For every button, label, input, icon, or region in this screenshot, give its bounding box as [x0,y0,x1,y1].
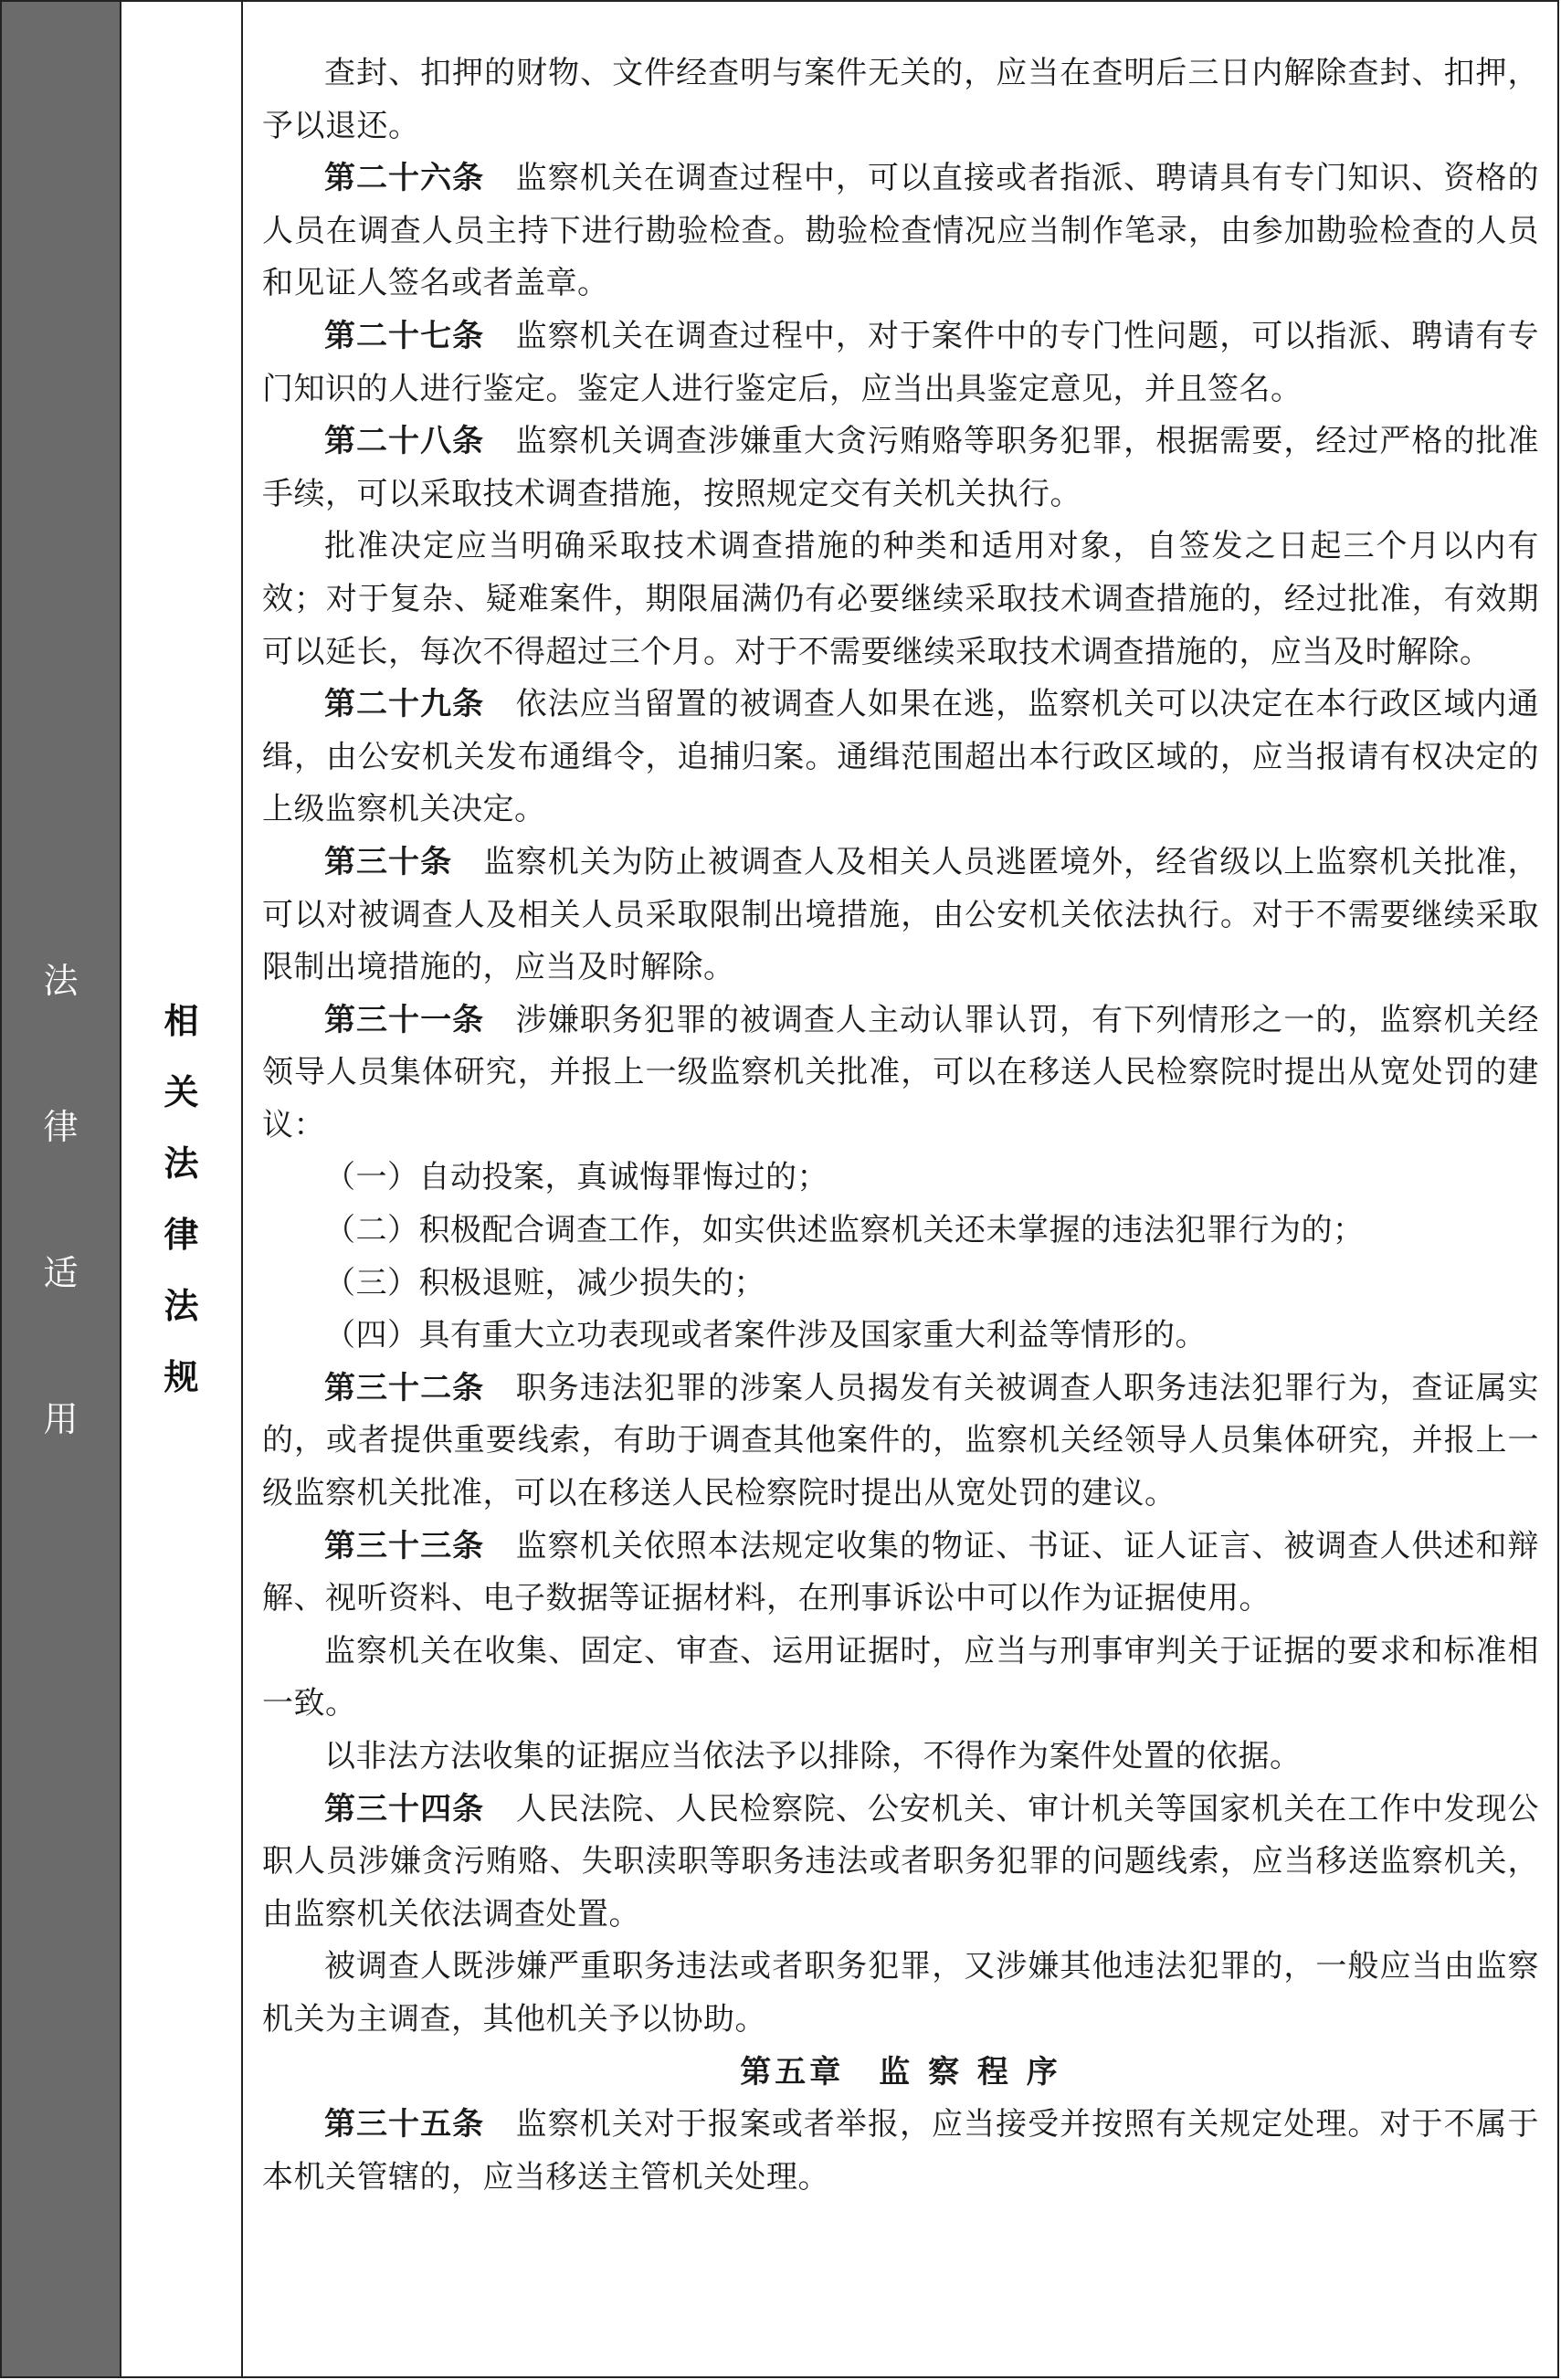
paragraph-text: 依法应当留置的被调查人如果在逃，监察机关可以决定在本行政区域内通缉，由公安机关发布通缉令，追捕归案。通缉范围超出本行政区域的，应当报请有权决定的上级监察机关决定。 [262,686,1540,828]
paragraph-text: （二）积极配合调查工作，如实供述监察机关还未掌握的违法犯罪行为的； [324,1212,1365,1249]
subcategory-column [121,2,243,2376]
article-list [262,47,1539,2047]
paragraph [262,679,1539,837]
paragraph [262,1731,1539,1784]
paragraph-text: （一）自动投案，真诚悔罪悔过的； [324,1159,828,1196]
article-number: 第三十四条 [324,1790,485,1827]
paragraph [262,1205,1539,1258]
paragraph-text: （四）具有重大立功表现或者案件涉及国家重大利益等情形的。 [324,1317,1207,1354]
article-number: 第三十条 [324,843,453,880]
subcategory-char: 关 [163,1072,199,1112]
article-number: 第二十七条 [324,317,485,354]
category-char: 用 [43,1399,79,1439]
paragraph [262,1258,1539,1311]
category-char: 适 [43,1253,79,1293]
paragraph-text: 监察机关为防止被调查人及相关人员逃匿境外，经省级以上监察机关批准，可以对被调查人及相关人员采取限制出境措施，由公安机关依法执行。对于不需要继续采取限制出境措施的，应当及时解除。 [262,843,1539,986]
paragraph [262,311,1539,416]
subcategory-char: 法 [163,1143,199,1184]
paragraph-text: 被调查人既涉嫌严重职务违法或者职务犯罪，又涉嫌其他违法犯罪的，一般应当由监察机关为主调查，其他机关予以协助。 [262,1948,1539,2038]
paragraph [262,1310,1539,1363]
paragraph-text: 监察机关调查涉嫌重大贪污贿赂等职务犯罪，根据需要，经过严格的批准手续，可以采取技术调查措施，按照规定交有关机关执行。 [262,423,1540,512]
article-number: 第二十八条 [324,423,485,460]
subcategory-char: 规 [163,1357,199,1397]
paragraph [262,995,1539,1153]
paragraph-text: 监察机关对于报案或者举报，应当接受并按照有关规定处理。对于不属于本机关管辖的，应当移送主管机关处理。 [262,2106,1540,2196]
article-number: 第二十六条 [324,160,485,197]
article-list-after [262,2099,1539,2204]
paragraph [262,837,1539,995]
paragraph-text: 查封、扣押的财物、文件经查明与案件无关的，应当在查明后三日内解除查封、扣押，予以退还。 [262,55,1539,144]
article-number: 第二十九条 [324,686,485,723]
article-number: 第三十一条 [324,1001,485,1038]
paragraph-text: 监察机关在收集、固定、审查、运用证据时，应当与刑事审判关于证据的要求和标准相一致。 [262,1632,1539,1722]
paragraph-text: 监察机关在调查过程中，对于案件中的专门性问题，可以指派、聘请有专门知识的人进行鉴定。鉴定人进行鉴定后，应当出具鉴定意见，并且签名。 [262,317,1540,407]
paragraph [262,1941,1539,2046]
subcategory-char: 相 [163,1001,199,1041]
paragraph [262,1363,1539,1521]
paragraph [262,1152,1539,1205]
paragraph-text: （三）积极退赃，减少损失的； [324,1264,765,1301]
category-char: 法 [43,961,79,1001]
paragraph-text: 人民法院、人民检察院、公安机关、审计机关等国家机关在工作中发现公职人员涉嫌贪污贿赂、失职渎职等职务违法或者职务犯罪的问题线索，应当移送监察机关，由监察机关依法调查处置。 [262,1790,1540,1932]
paragraph [262,2099,1539,2204]
paragraph-text: 监察机关在调查过程中，可以直接或者指派、聘请具有专门知识、资格的人员在调查人员主持下进行勘验检查。勘验检查情况应当制作笔录，由参加勘验检查的人员和见证人签名或者盖章。 [262,160,1540,302]
category-char: 律 [43,1107,79,1147]
paragraph [262,1626,1539,1731]
subcategory-char: 法 [163,1286,199,1326]
paragraph-text: 监察机关依照本法规定收集的物证、书证、证人证言、被调查人供述和辩解、视听资料、电子数据等证据材料，在刑事诉讼中可以作为证据使用。 [262,1527,1540,1617]
paragraph [262,1784,1539,1942]
category-column [2,2,121,2376]
paragraph [262,521,1539,679]
law-text [262,47,1539,2204]
paragraph [262,416,1539,521]
paragraph-text: 涉嫌职务犯罪的被调查人主动认罪认罚，有下列情形之一的，监察机关经领导人员集体研究，并报上一级监察机关批准，可以在移送人民检察院时提出从宽处罚的建议： [262,1001,1540,1143]
chapter-heading: 第五章 监 察 程 序 [740,2053,1061,2090]
article-number: 第三十三条 [324,1527,485,1564]
paragraph-text: 批准决定应当明确采取技术调查措施的种类和适用对象，自签发之日起三个月以内有效；对于复杂、疑难案件，期限届满仍有必要继续采取技术调查措施的，经过批准，有效期可以延长，每次不得超过三个月。对于不需要继续采取技术调查措施的，应当及时解除。 [262,528,1539,670]
paragraph [262,47,1539,153]
subcategory-char: 律 [163,1215,199,1255]
article-number: 第三十五条 [324,2106,485,2143]
paragraph-text: 职务违法犯罪的涉案人员揭发有关被调查人职务违法犯罪行为，查证属实的，或者提供重要线索，有助于调查其他案件的，监察机关经领导人员集体研究，并报上一级监察机关批准，可以在移送人民检察院时提出从宽处罚的建议。 [262,1369,1540,1512]
paragraph [262,153,1539,311]
paragraph-text: 以非法方法收集的证据应当依法予以排除，不得作为案件处置的依据。 [324,1738,1302,1774]
article-number: 第三十二条 [324,1369,485,1406]
paragraph [262,1521,1539,1626]
